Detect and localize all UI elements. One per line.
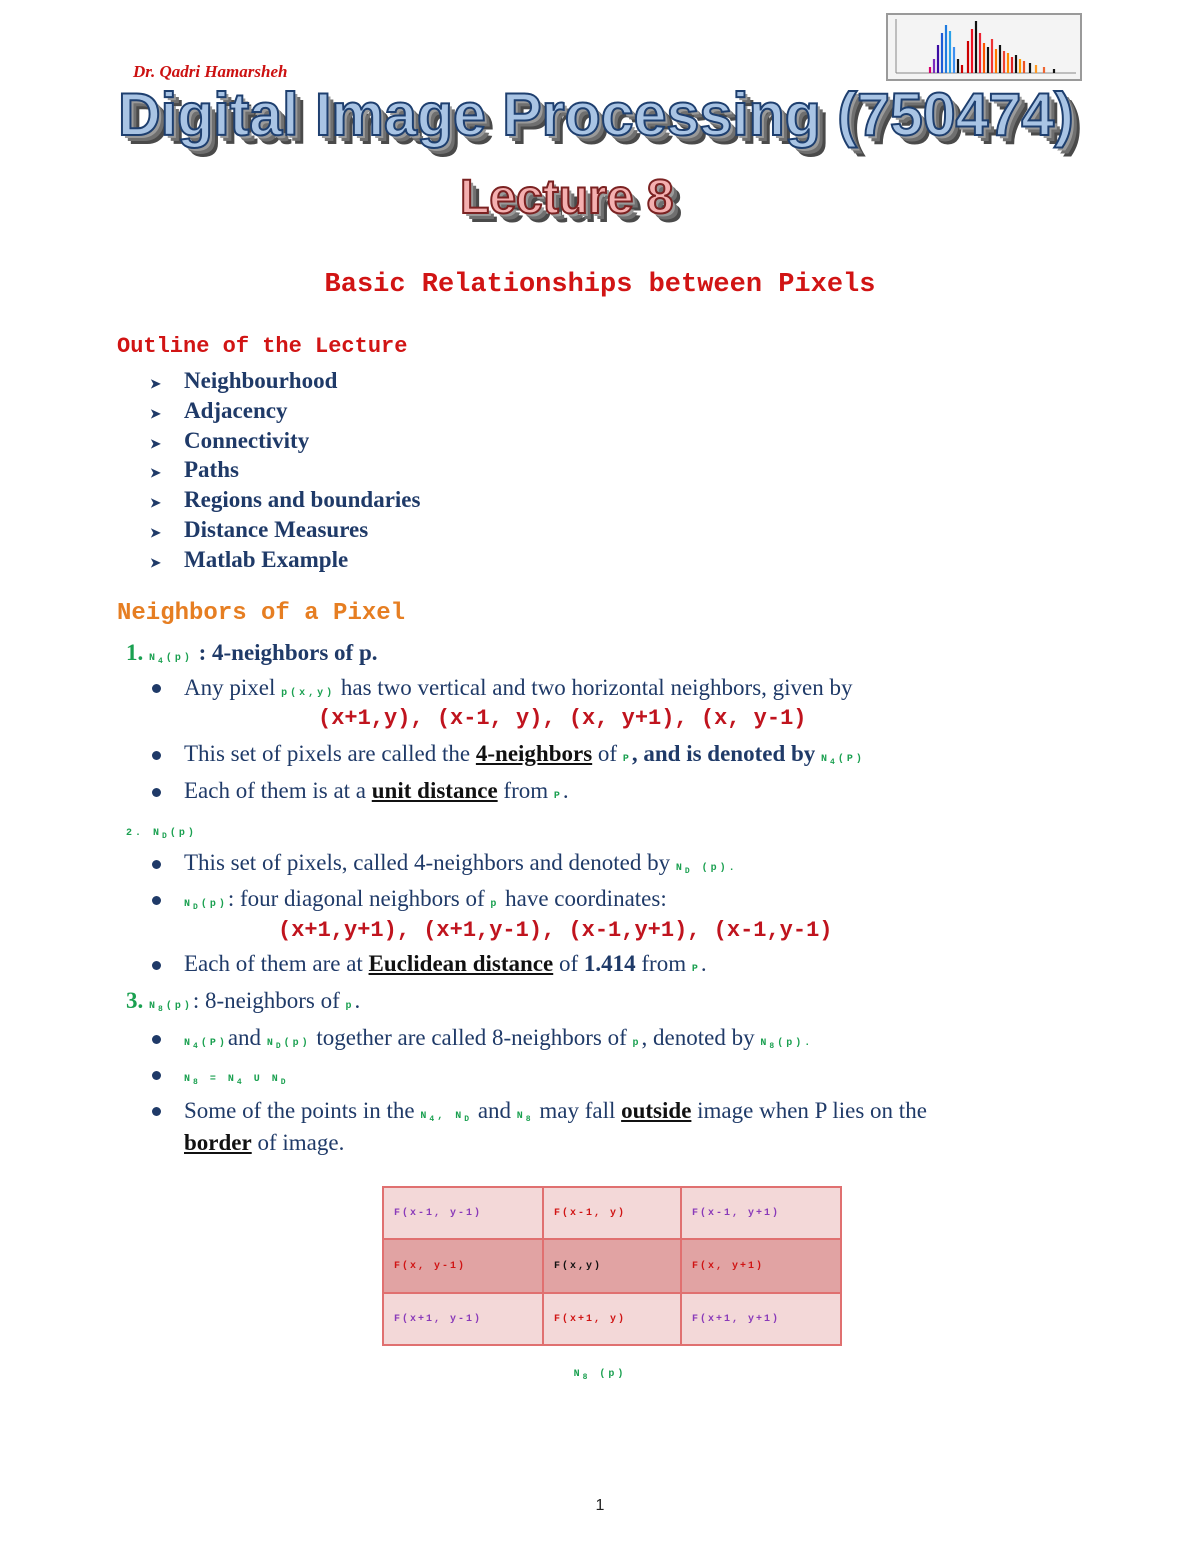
item3-bullet1: $N_4(P)and$ $N_D(p)$ together are called 8-neighbors of p, denoted by $N_8(p)$. — [184, 1025, 814, 1051]
item1-heading: 1. $N_4(p)$ : 4-neighbors of p. — [126, 640, 378, 666]
item2-bullet3: Each of them are at Euclidean distance of 1.414 from P. — [184, 951, 707, 976]
arrow-bullet-icon: ➤ — [150, 435, 161, 451]
table-row — [383, 1187, 841, 1239]
list-item: ➤ Distance Measures — [150, 515, 420, 545]
item1-bullet2: This set of pixels are called the 4-neighbors of P, and is denoted by $N_4(P)$ — [184, 741, 865, 767]
outline-list — [150, 366, 420, 575]
bullet-icon — [152, 896, 161, 905]
item3-bullet3: Some of the points in the $N_4$, $N_D$ and $N_8$ may fall outside image when P lies on the — [184, 1098, 927, 1124]
grid-cell: F(x+1, y) — [543, 1293, 681, 1345]
bullet-icon — [152, 788, 161, 797]
item3-formula: $N_8 = N_4$ U $N_D$ — [184, 1074, 289, 1087]
item3-heading: 3. $N_8(p)$: 8-neighbors of p. — [126, 988, 361, 1014]
arrow-bullet-icon: ➤ — [150, 495, 161, 511]
grid-cell: F(x+1, y+1) — [681, 1293, 841, 1345]
item1-bullet1: Any pixel p(x,y) has two vertical and two horizontal neighbors, given by — [184, 675, 853, 700]
bullet-icon — [152, 961, 161, 970]
item2-coords: (x+1,y+1), (x+1,y-1), (x-1,y+1), (x-1,y-1) — [278, 918, 833, 943]
section-title: Basic Relationships between Pixels — [324, 270, 876, 300]
item2-heading: 2. $N_D(p)$ — [126, 828, 197, 841]
list-item: ➤ Matlab Example — [150, 545, 420, 575]
grid-cell: F(x, y+1) — [681, 1239, 841, 1293]
arrow-bullet-icon: ➤ — [150, 554, 161, 570]
item3-bullet3-cont: border of image. — [184, 1130, 345, 1155]
list-item: ➤ Paths — [150, 455, 420, 485]
grid-cell: F(x-1, y-1) — [383, 1187, 543, 1239]
bullet-icon — [152, 1071, 161, 1080]
arrow-bullet-icon: ➤ — [150, 376, 161, 391]
list-item: ➤ Neighbourhood — [150, 366, 420, 396]
bullet-icon — [152, 684, 161, 693]
bullet-icon — [152, 860, 161, 869]
grid-cell: F(x, y-1) — [383, 1239, 543, 1293]
grid-cell: F(x-1, y) — [543, 1187, 681, 1239]
lecture-title: Lecture 8 — [460, 171, 674, 224]
bullet-icon — [152, 751, 161, 760]
arrow-bullet-icon: ➤ — [150, 405, 161, 421]
neighbors-heading: Neighbors of a Pixel — [117, 600, 406, 627]
list-item: ➤ Connectivity — [150, 426, 420, 456]
table-row — [383, 1293, 841, 1345]
arrow-bullet-icon: ➤ — [150, 524, 161, 540]
outline-heading: Outline of the Lecture — [117, 334, 408, 359]
grid-caption: $N_8$ (p) — [573, 1369, 627, 1382]
item1-bullet3: Each of them is at a unit distance from P. — [184, 778, 569, 803]
grid-cell-center: F(x,y) — [543, 1239, 681, 1293]
document-title: Digital Image Processing (750474) — [118, 81, 1074, 148]
grid-cell: F(x+1, y-1) — [383, 1293, 543, 1345]
item2-bullet1: This set of pixels, called 4-neighbors and denoted by $N_D$ (p). — [184, 850, 738, 876]
item1-coords: (x+1,y), (x-1, y), (x, y+1), (x, y-1) — [318, 706, 807, 731]
neighborhood-grid — [382, 1186, 842, 1346]
bullet-icon — [152, 1107, 161, 1116]
histogram-thumbnail-icon — [886, 13, 1082, 81]
grid-cell: F(x-1, y+1) — [681, 1187, 841, 1239]
author-name: Dr. Qadri Hamarsheh — [133, 62, 288, 81]
bullet-icon — [152, 1035, 161, 1044]
list-item: ➤ Regions and boundaries — [150, 485, 420, 515]
list-item: ➤ Adjacency — [150, 396, 420, 426]
table-row — [383, 1239, 841, 1293]
arrow-bullet-icon: ➤ — [150, 465, 161, 481]
page-number: 1 — [595, 1497, 605, 1514]
item2-bullet2: $N_D(p)$: four diagonal neighbors of p have coordinates: — [184, 886, 667, 912]
